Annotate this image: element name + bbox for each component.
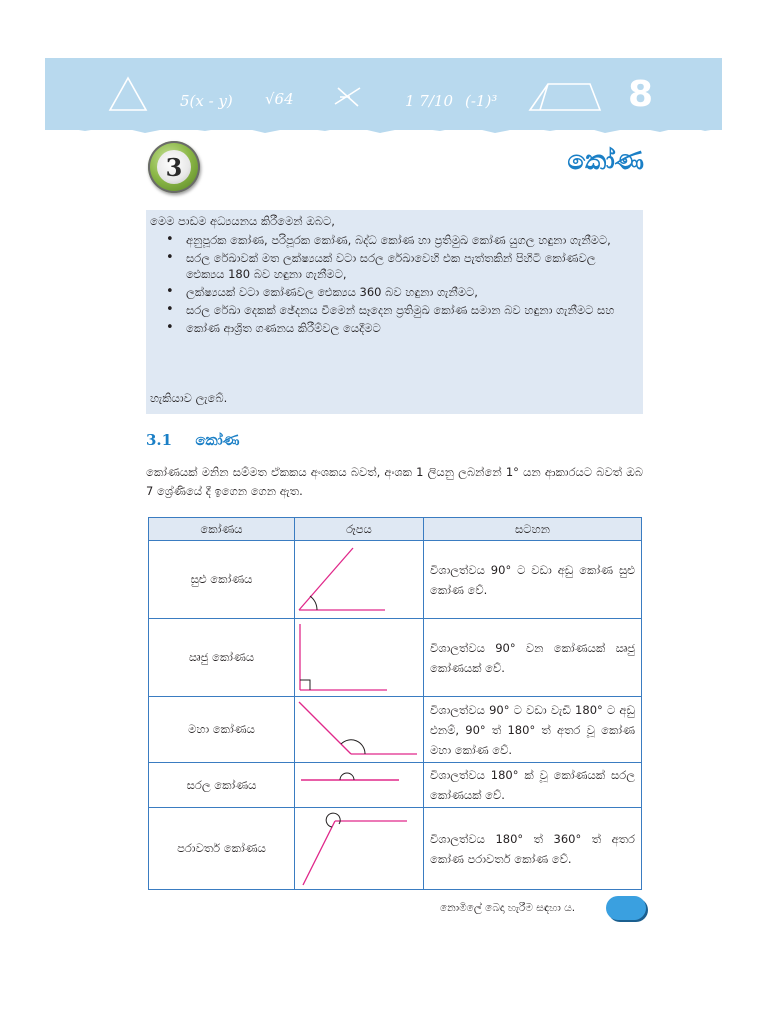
math-symbol-3: 1 7/10 [405, 92, 453, 110]
column-header-note: සටහන [424, 518, 642, 541]
triangle-icon [110, 78, 146, 110]
angle-note: විශාලත්වය 90° වන කෝණයක් ඍජු කෝණයක් වේ. [424, 619, 642, 697]
objective-item: • කෝණ ආශ්‍රිත ගණනය කිරීම්වල යෙදීමට [160, 320, 636, 336]
footer-note: නොමිලේ බෙදා හැරීම සඳහා ය. [440, 902, 576, 914]
objective-item: • සරල රේඛාවක් මත ලක්ෂ්‍යයක් වටා සරල රේඛාවෙහි එක පැත්තකින් පිහිටි කෝණවල ඓක්‍යය 180 බව හඳුනා ගැනීමට, [160, 250, 636, 282]
intro-paragraph: කෝණයක් මනින සම්මත ඒකකය අංශකය බවත්, අංශක 1 ලියනු ලබන්නේ 1° යන ආකාරයට බවත් ඔබ 7 ශ්‍රේණියේ දී ඉගෙන ගෙන ඇත. [146, 465, 643, 498]
math-symbol-1: 5(x - y) [180, 92, 233, 110]
angle-figure-cell [295, 697, 424, 763]
angle-name: පරාවර්ත කෝණය [149, 808, 295, 890]
table-row-reflex [149, 808, 642, 890]
math-symbol-4: (-1)³ [465, 92, 498, 110]
angle-name: සරල කෝණය [149, 763, 295, 808]
angle-name: සුළු කෝණය [149, 541, 295, 619]
table-header-row [149, 518, 642, 541]
grade-number: 8 [628, 74, 654, 115]
angle-figure-cell [295, 541, 424, 619]
reflex-angle-icon [295, 809, 423, 889]
angle-name: මහා කෝණය [149, 697, 295, 763]
page-number-tab [606, 896, 646, 920]
angle-figure-cell [295, 619, 424, 697]
section-title: කෝණ [195, 431, 240, 449]
chapter-title: කෝණ [567, 146, 644, 176]
header-torn-edge [45, 118, 722, 134]
objective-item: • සරල රේඛා දෙකක් ඡේදනය වීමෙන් සෑදෙන ප්‍රතිමුඛ කෝණ සමාන බව හඳුනා ගැනීමට සහ [160, 302, 636, 318]
prism-icon [530, 84, 600, 110]
objectives-list [160, 232, 636, 338]
table-row-obtuse [149, 697, 642, 763]
obtuse-angle-icon [295, 698, 423, 762]
column-header-figure: රූපය [295, 518, 424, 541]
angle-name: ඍජු කෝණය [149, 619, 295, 697]
angle-note: විශාලත්වය 180° ත් 360° ත් අතර කෝණ පරාවර්ත කෝණ වේ. [424, 808, 642, 890]
objectives-intro: මෙම පාඩම අධ්‍යයනය කිරීමෙන් ඔබට, [150, 214, 335, 228]
angle-note: විශාලත්වය 90° ට වඩා අඩු කෝණ සුළු කෝණ වේ. [424, 541, 642, 619]
table-row-straight [149, 763, 642, 808]
objective-item: • අනුපූරක කෝණ, පරිපූරක කෝණ, බද්ධ කෝණ හා ප්‍රතිමුඛ කෝණ යුගල හඳුනා ගැනීමට, [160, 232, 636, 248]
objectives-outro: හැකියාව ලැබේ. [150, 391, 228, 405]
right-angle-icon [295, 620, 423, 696]
angle-note: විශාලත්වය 180° ක් වූ කෝණයක් සරල කෝණයක් වේ. [424, 763, 642, 808]
angle-figure-cell [295, 763, 424, 808]
column-header-angle: කෝණය [149, 518, 295, 541]
straight-angle-icon [295, 766, 423, 804]
angle-sketch-icon [335, 88, 360, 106]
math-symbol-2: √64 [265, 90, 294, 108]
acute-angle-icon [295, 542, 423, 618]
table-row-acute [149, 541, 642, 619]
lesson-number-badge [148, 141, 200, 193]
table-row-right [149, 619, 642, 697]
angle-note: විශාලත්වය 90° ට වඩා වැඩි 180° ට අඩු එනම්, 90° ත් 180° ත් අතර වූ කෝණ මහා කෝණ වේ. [424, 697, 642, 763]
angle-figure-cell [295, 808, 424, 890]
section-number: 3.1 [146, 431, 173, 449]
objective-item: • ලක්ෂ්‍යයක් වටා කෝණවල ඓක්‍යය 360 බව හඳුනා ගැනීමට, [160, 284, 636, 300]
lesson-number: 3 [157, 150, 191, 184]
section-heading [146, 431, 240, 449]
header-math-decoration [100, 70, 620, 120]
angle-types-table [148, 517, 642, 890]
objectives-box [146, 210, 643, 414]
